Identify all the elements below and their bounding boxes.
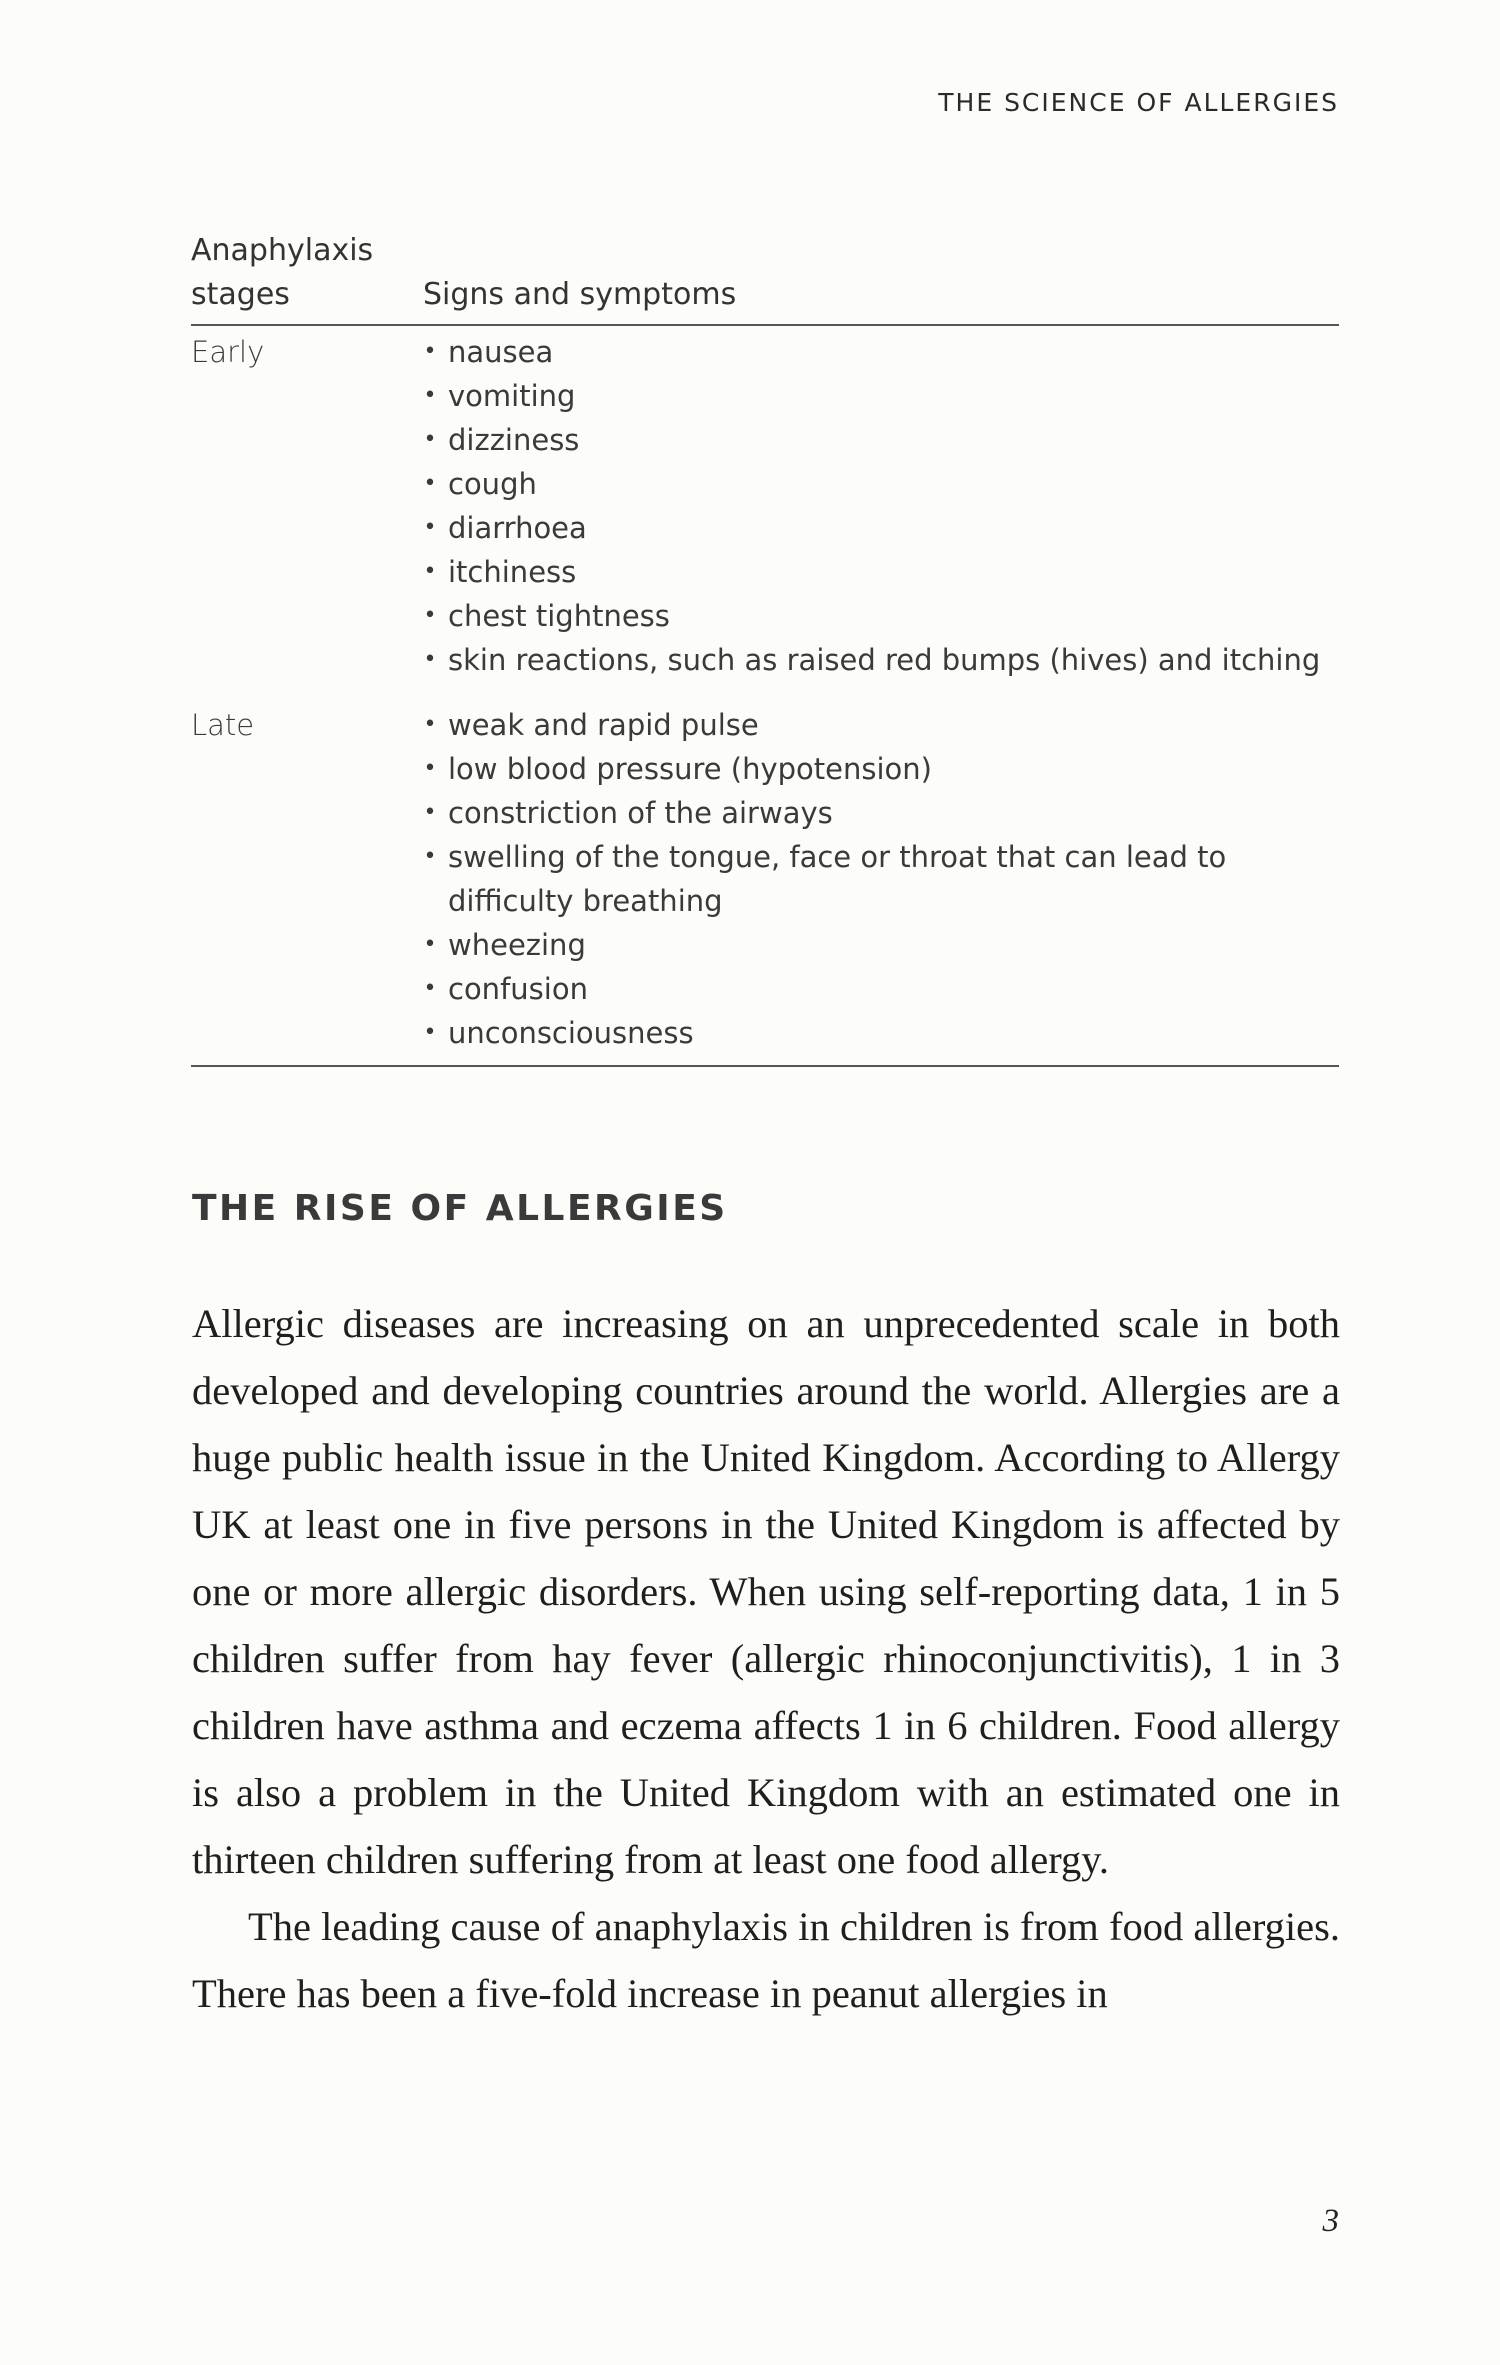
sign-item xyxy=(423,594,1339,638)
signs-list xyxy=(423,330,1339,682)
bullet-icon: • xyxy=(423,471,437,496)
column-header-signs: Signs and symptoms xyxy=(423,277,737,312)
page-number: 3 xyxy=(1322,2203,1339,2239)
sign-item xyxy=(423,506,1339,550)
sign-item xyxy=(423,1011,1339,1055)
sign-item xyxy=(423,703,1339,747)
sign-text: skin reactions, such as raised red bumps (hives) and itching xyxy=(448,643,1321,677)
sign-text: confusion xyxy=(448,972,588,1006)
table-header xyxy=(191,232,1339,326)
paragraph: Allergic diseases are increasing on an unprecedented scale in both developed and developing countries around the world. Allergies are a huge public health issue in the United Kingdom. According to Allergy UK at least one in five persons in the United Kingdom is affected by one or more allergic disorders. When using self-reporting data, 1 in 5 children suffer from hay fever (allergic rhinoconjunctivitis), 1 in 3 children have asthma and eczema affects 1 in 6 children. Food allergy is also a problem in the United Kingdom with an estimated one in thirteen children suffering from at least one food allergy. xyxy=(192,1301,1340,1882)
bullet-icon: • xyxy=(423,1020,437,1045)
bullet-icon: • xyxy=(423,756,437,781)
table-row-late xyxy=(191,703,1339,1055)
bullet-icon: • xyxy=(423,712,437,737)
sign-text: low blood pressure (hypotension) xyxy=(448,752,932,786)
sign-text: swelling of the tongue, face or throat that can lead to difficulty breathing xyxy=(448,840,1227,918)
bullet-icon: • xyxy=(423,383,437,408)
bullet-icon: • xyxy=(423,932,437,957)
body-text xyxy=(192,1290,1340,2027)
bullet-icon: • xyxy=(423,559,437,584)
bullet-icon: • xyxy=(423,427,437,452)
sign-text: vomiting xyxy=(448,379,576,413)
sign-item xyxy=(423,638,1339,682)
sign-item xyxy=(423,374,1339,418)
bullet-icon: • xyxy=(423,844,437,869)
sign-item xyxy=(423,550,1339,594)
table-body xyxy=(191,326,1339,1067)
section-heading: THE RISE OF ALLERGIES xyxy=(192,1188,728,1229)
sign-text: dizziness xyxy=(448,423,580,457)
running-head: THE SCIENCE OF ALLERGIES xyxy=(938,88,1339,117)
sign-text: wheezing xyxy=(448,928,586,962)
sign-text: nausea xyxy=(448,335,554,369)
bullet-icon: • xyxy=(423,603,437,628)
sign-text: constriction of the airways xyxy=(448,796,833,830)
sign-text: weak and rapid pulse xyxy=(448,708,759,742)
sign-item xyxy=(423,791,1339,835)
table-row-early xyxy=(191,330,1339,682)
stage-cell: Early xyxy=(191,335,265,369)
sign-item xyxy=(423,418,1339,462)
stage-cell: Late xyxy=(191,708,255,742)
anaphylaxis-table xyxy=(191,232,1339,1067)
paragraph: The leading cause of anaphylaxis in children is from food allergies. There has been a five-fold increase in peanut allergies in xyxy=(192,1904,1340,2016)
sign-text: itchiness xyxy=(448,555,577,589)
column-header-stage: Anaphylaxis stages xyxy=(191,233,374,312)
sign-item xyxy=(423,462,1339,506)
sign-text: unconsciousness xyxy=(448,1016,694,1050)
sign-item xyxy=(423,967,1339,1011)
bullet-icon: • xyxy=(423,515,437,540)
bullet-icon: • xyxy=(423,647,437,672)
bullet-icon: • xyxy=(423,976,437,1001)
signs-list xyxy=(423,703,1339,1055)
bullet-icon: • xyxy=(423,800,437,825)
bullet-icon: • xyxy=(423,339,437,364)
sign-text: chest tightness xyxy=(448,599,670,633)
sign-item xyxy=(423,747,1339,791)
sign-item xyxy=(423,835,1308,923)
sign-item xyxy=(423,923,1339,967)
sign-item xyxy=(423,330,1339,374)
sign-text: diarrhoea xyxy=(448,511,587,545)
sign-text: cough xyxy=(448,467,537,501)
